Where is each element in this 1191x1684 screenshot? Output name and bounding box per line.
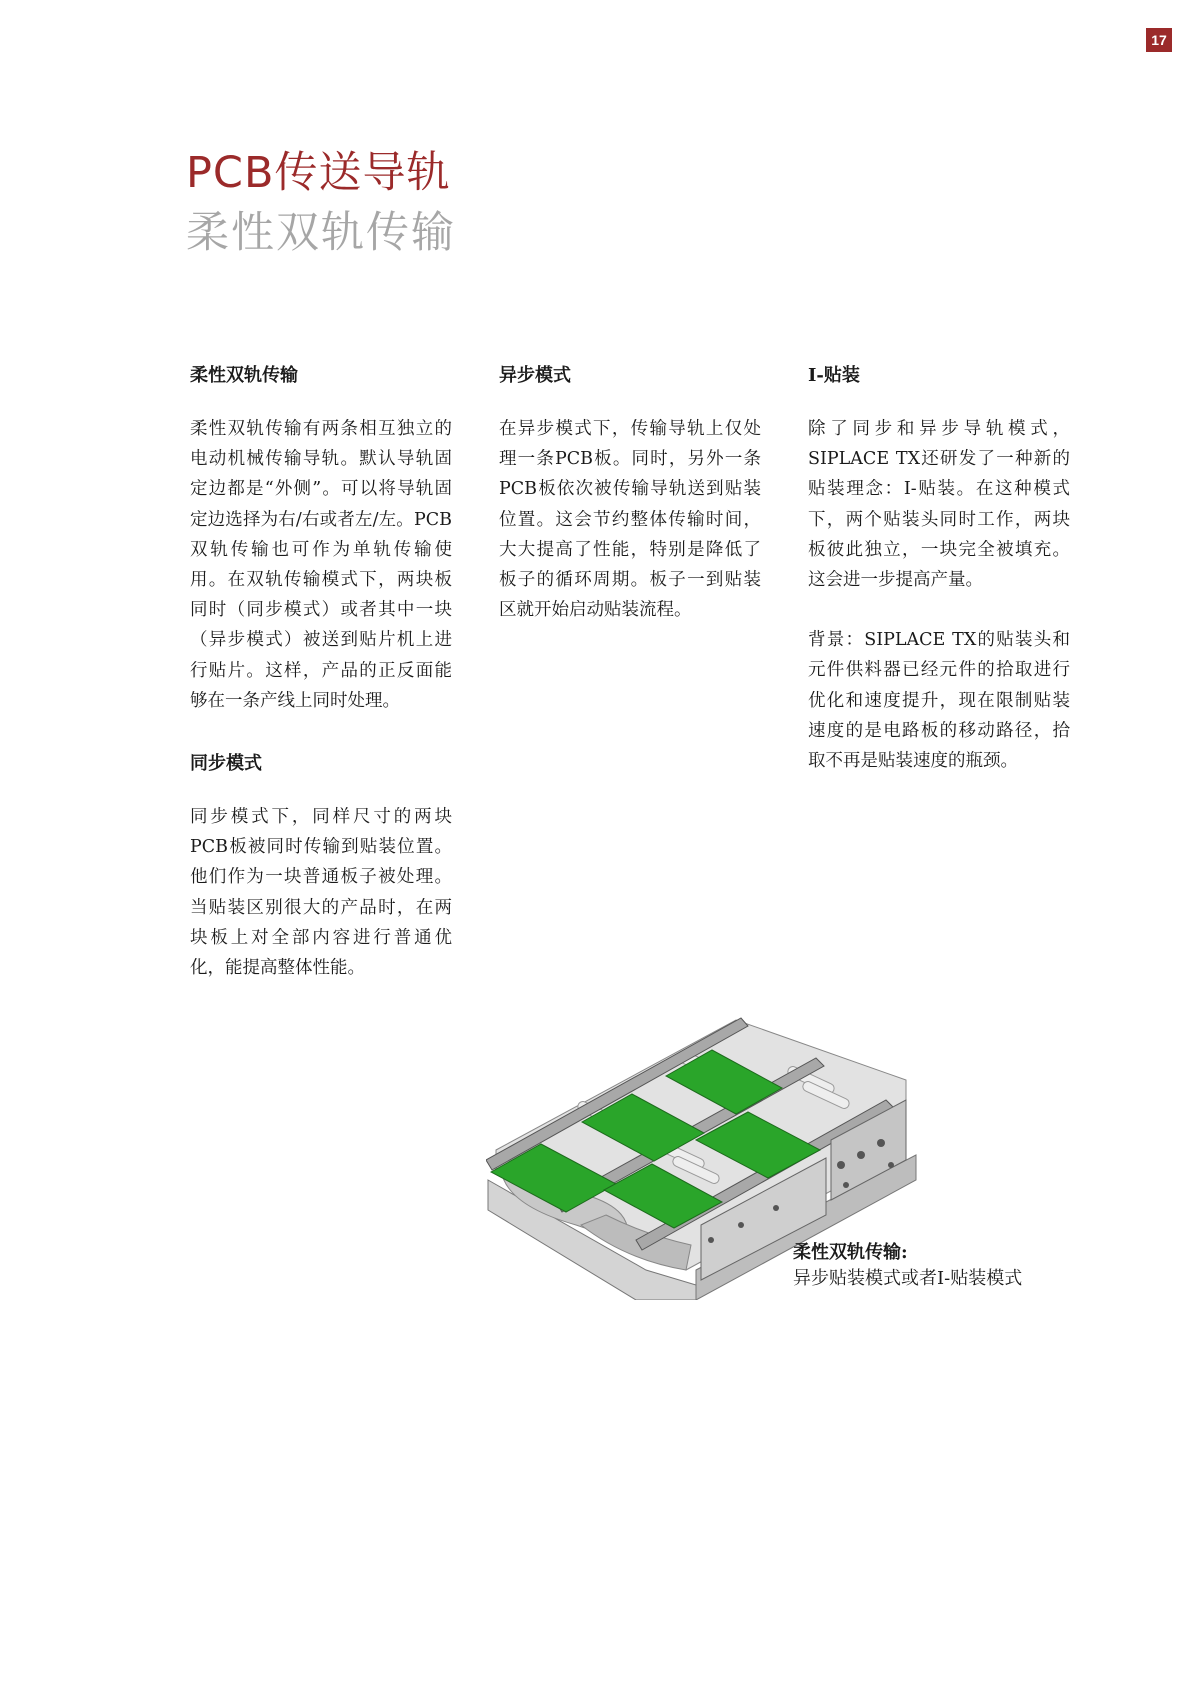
column-i-placement [808,364,1070,776]
section-heading-asynchronous-mode: 异步模式 [499,365,571,386]
page-title: PCB传送导轨 [186,148,451,198]
section-text-asynchronous-mode: 在异步模式下，传输导轨上仅处理一条PCB板。同时，另外一条PCB板依次被传输导轨送到贴装位置。这会节约整体传输时间，大大提高了性能，特别是降低了板子的循环周期。板子一到贴装区就开始启动贴装流程。 [499,419,761,621]
section-heading-i-placement: I-贴装 [808,365,860,386]
page-subtitle: 柔性双轨传输 [186,208,456,258]
section-text-flexible-dual-lane: 柔性双轨传输有两条相互独立的电动机械传输导轨。默认导轨固定边都是“外侧”。可以将导轨固定边选择为右/右或者左/左。PCB双轨传输也可作为单轨传输使用。在双轨传输模式下，两块板同时（同步模式）或者其中一块（异步模式）被送到贴片机上进行贴片。这样，产品的正反面能够在一条产线上同时处理。 [190,419,452,711]
section-text-i-placement: 除了同步和异步导轨模式，SIPLACE TX还研发了一种新的贴装理念：I-贴装。在这种模式下，两个贴装头同时工作，两块板彼此独立，一块完全被填充。这会进一步提高产量。 [808,419,1070,591]
column-flexible-dual-lane [190,364,452,983]
section-text-background: 背景：SIPLACE TX的贴装头和元件供料器已经元件的拾取进行优化和速度提升，现在限制贴装速度的是电路板的移动路径，拾取不再是贴装速度的瓶颈。 [808,630,1070,772]
column-asynchronous-mode [499,364,761,625]
section-heading-flexible-dual-lane: 柔性双轨传输 [190,365,298,386]
caption-text: 异步贴装模式或者I-贴装模式 [793,1268,1023,1289]
section-heading-synchronous-mode: 同步模式 [190,753,262,775]
figure-caption [793,1240,1022,1292]
caption-title: 柔性双轨传输: [793,1242,908,1263]
section-text-synchronous-mode: 同步模式下，同样尺寸的两块PCB板被同时传输到贴装位置。他们作为一块普通板子被处理。当贴装区别很大的产品时，在两块板上对全部内容进行普通优化，能提高整体性能。 [190,807,452,979]
page-number: 17 [1146,28,1172,52]
